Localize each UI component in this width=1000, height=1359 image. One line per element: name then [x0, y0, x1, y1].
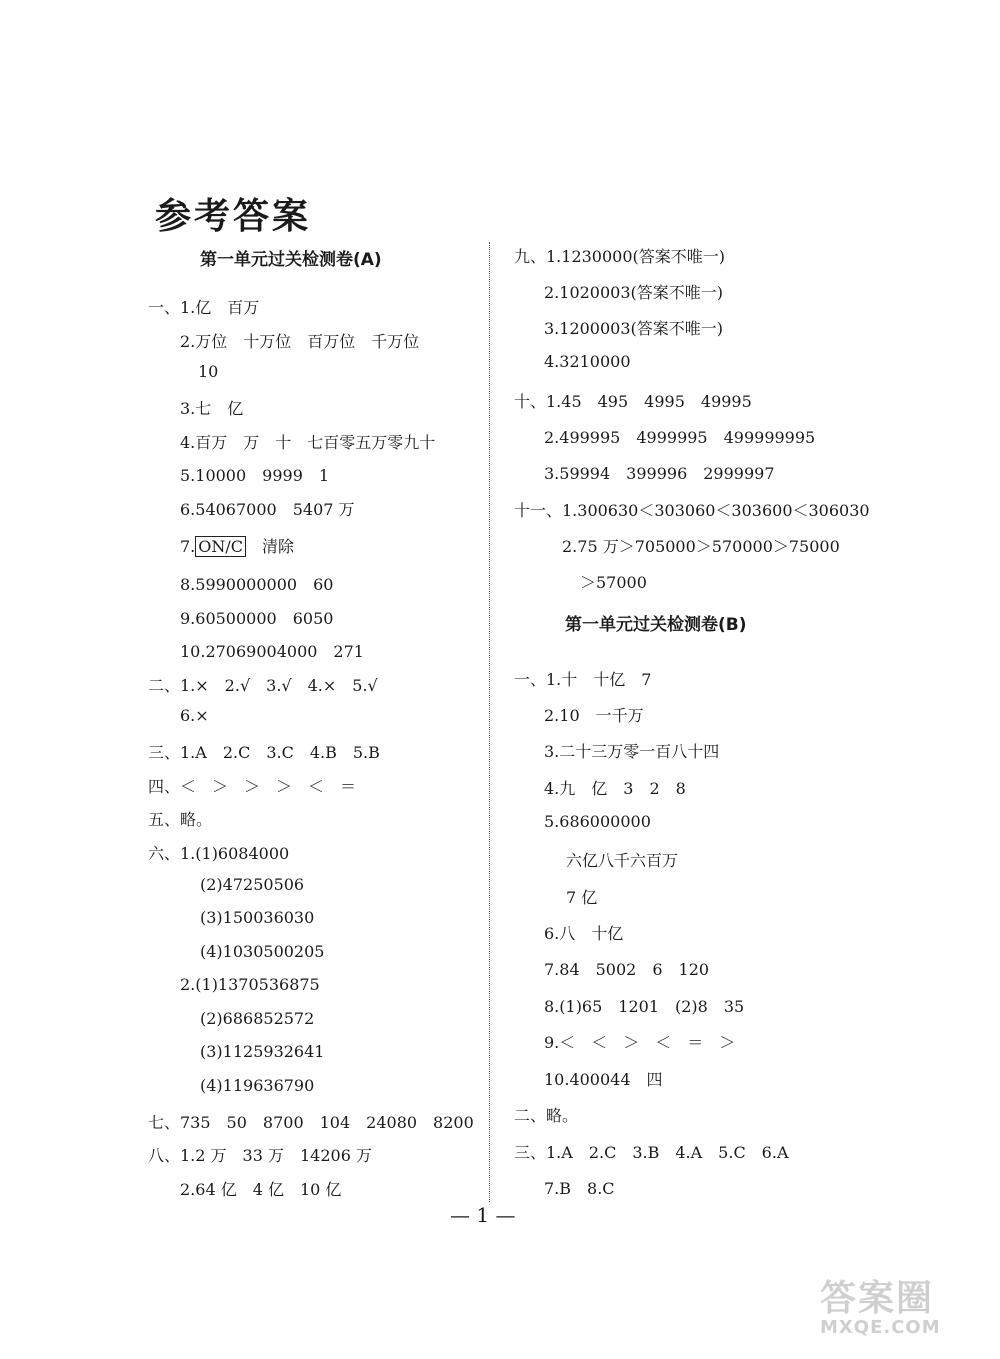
answer-line: 4.3210000: [544, 352, 631, 371]
answer-line-item7: [180, 534, 294, 557]
answer-line: 7.84 5002 6 120: [544, 960, 710, 979]
answer-line: 7 亿: [566, 888, 598, 907]
answer-line: 十一、1.300630＜303060＜303600＜306030: [514, 501, 870, 520]
answer-line: 3.二十三万零一百八十四: [544, 742, 720, 761]
answer-line: 9.＜ ＜ ＞ ＜ ＝ ＞: [544, 1033, 736, 1052]
answer-line: 七、735 50 8700 104 24080 8200: [148, 1113, 474, 1132]
answer-line: 2.10 一千万: [544, 706, 644, 725]
answer-line: 8.5990000000 60: [180, 575, 334, 594]
answer-line: 5.686000000: [544, 812, 651, 831]
answer-line: 2.499995 4999995 499999995: [544, 428, 816, 447]
answer-line: (2)47250506: [200, 875, 305, 894]
answer-line: 三、1.A 2.C 3.B 4.A 5.C 6.A: [514, 1143, 789, 1162]
answer-line: (4)1030500205: [200, 942, 325, 961]
answer-line: 一、1.十 十亿 7: [514, 670, 652, 689]
answer-line: 2.(1)1370536875: [180, 975, 320, 994]
answer-line: 6.×: [180, 706, 209, 725]
item7-prefix: 7.: [180, 537, 196, 556]
answer-line: (3)1125932641: [200, 1042, 325, 1061]
answer-line: (4)119636790: [200, 1076, 315, 1095]
answer-line: (3)150036030: [200, 908, 315, 927]
answer-line: 6.八 十亿: [544, 924, 624, 943]
page-number: — 1 —: [450, 1203, 516, 1227]
answer-line: 五、略。: [148, 810, 213, 829]
answer-line: 4.九 亿 3 2 8: [544, 779, 686, 798]
answer-line: 5.10000 9999 1: [180, 466, 330, 485]
answer-line: 7.B 8.C: [544, 1179, 615, 1198]
answer-line: 2.万位 十万位 百万位 千万位: [180, 332, 420, 351]
answer-line: 三、1.A 2.C 3.C 4.B 5.B: [148, 743, 380, 762]
answer-line: 3.七 亿: [180, 399, 244, 418]
answer-line: 3.1200003(答案不唯一): [544, 319, 724, 338]
answer-line: 八、1.2 万 33 万 14206 万: [148, 1146, 372, 1165]
answer-line: 六亿八千六百万: [566, 851, 679, 870]
watermark-url: MXQE.COM: [820, 1317, 941, 1338]
page-title: 参考答案: [155, 196, 312, 237]
answer-line: 4.百万 万 十 七百零五万零九十: [180, 433, 436, 452]
answer-line: 3.59994 399996 2999997: [544, 464, 775, 483]
answer-line: 四、＜ ＞ ＞ ＞ ＜ ＝: [148, 777, 357, 796]
answer-line: 10.27069004000 271: [180, 642, 364, 661]
answer-line: 10: [198, 362, 219, 381]
answer-line: 6.54067000 5407 万: [180, 500, 355, 519]
answer-line: 二、略。: [514, 1106, 579, 1125]
answer-line: 六、1.(1)6084000: [148, 844, 290, 863]
answer-line: 十、1.45 495 4995 49995: [514, 392, 752, 411]
column-divider: [489, 242, 490, 1202]
answer-line: 2.75 万＞705000＞570000＞75000: [562, 537, 840, 556]
answer-line: 二、1.× 2.√ 3.√ 4.× 5.√: [148, 676, 378, 695]
subtitle-b: 第一单元过关检测卷(B): [565, 615, 747, 635]
calculator-key-box: ON/C: [195, 536, 246, 557]
answer-line: ＞57000: [580, 573, 647, 592]
answer-line: 九、1.1230000(答案不唯一): [514, 247, 726, 266]
answer-line: 8.(1)65 1201 (2)8 35: [544, 997, 745, 1016]
answer-line: 2.1020003(答案不唯一): [544, 283, 724, 302]
item7-suffix: 清除: [262, 537, 295, 556]
answer-line: 10.400044 四: [544, 1070, 663, 1089]
answer-line: 2.64 亿 4 亿 10 亿: [180, 1180, 342, 1199]
answer-line: 一、1.亿 百万: [148, 298, 260, 317]
watermark-text: 答案圈: [820, 1278, 935, 1319]
watermark-logo: [820, 1270, 990, 1350]
answer-line: (2)686852572: [200, 1009, 315, 1028]
answer-line: 9.60500000 6050: [180, 609, 334, 628]
subtitle-a: 第一单元过关检测卷(A): [200, 250, 382, 270]
